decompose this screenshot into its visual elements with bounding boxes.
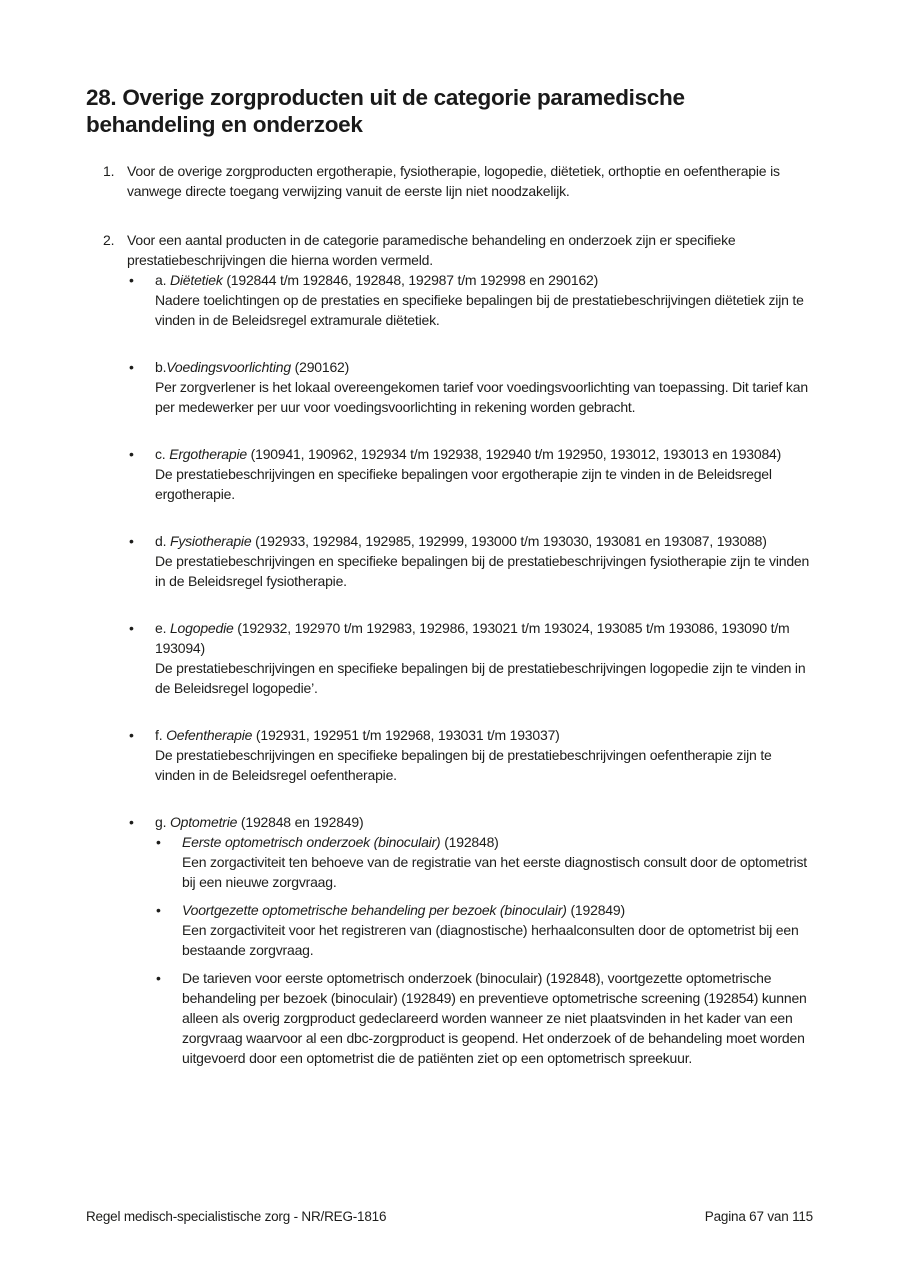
bullet-icon: •: [129, 272, 134, 288]
bullet-prefix: a.: [155, 272, 170, 288]
bullet-item-fysiotherapie: [127, 531, 813, 591]
bullet-name: Fysiotherapie: [169, 533, 252, 549]
sub-bullet-body: Een zorgactiviteit ten behoeve van de registratie van het eerste diagnostisch consult door de optometrist bij een nieuwe zorgvraag.: [182, 854, 807, 890]
bullet-icon: •: [129, 359, 134, 375]
list-item-number: 1.: [103, 163, 115, 179]
bullet-codes: (192931, 192951 t/m 192968, 193031 t/m 193037): [252, 727, 560, 743]
bullet-icon: •: [156, 970, 161, 986]
bullet-icon: •: [129, 533, 134, 549]
footer-page-number: Pagina 67 van 115: [704, 1209, 813, 1224]
bullet-body: De prestatiebeschrijvingen en specifieke bepalingen bij de prestatiebeschrijvingen oefentherapie zijn te vinden in de Beleidsregel oefentherapie.: [155, 747, 772, 783]
sub-bullet-heading: [182, 900, 813, 920]
bullet-codes: (192844 t/m 192846, 192848, 192987 t/m 192998 en 290162): [222, 272, 599, 288]
bullet-heading: [155, 444, 813, 464]
bullet-codes: (290162): [290, 359, 350, 375]
bullet-heading: [155, 618, 813, 658]
bullet-prefix: d.: [155, 533, 170, 549]
bullet-name: Oefentherapie: [166, 727, 253, 743]
bullet-prefix: f.: [155, 727, 167, 743]
bullet-name: Diëtetiek: [169, 272, 223, 288]
bullet-codes: (192933, 192984, 192985, 192999, 193000 t/m 193030, 193081 en 193087, 193088): [251, 533, 767, 549]
sub-bullet-voortgezette-behandeling: [155, 900, 813, 960]
bullet-body: De prestatiebeschrijvingen en specifieke bepalingen bij de prestatiebeschrijvingen logopedie zijn te vinden in de Beleidsregel logopedie’.: [155, 660, 806, 696]
bullet-heading: [155, 812, 813, 832]
numbered-list: [86, 161, 813, 1068]
bullet-name: Ergotherapie: [169, 446, 247, 462]
bullet-item-oefentherapie: [127, 725, 813, 785]
list-item-text: Voor een aantal producten in de categorie paramedische behandeling en onderzoek zijn er specifieke prestatiebeschrijvingen die hierna worden vermeld.: [127, 232, 736, 268]
bullet-body: Per zorgverlener is het lokaal overeengekomen tarief voor voedingsvoorlichting van toepassing. Dit tarief kan per medewerker per uur voor voedingsvoorlichting in rekening worden gebracht.: [155, 379, 808, 415]
sub-bullet-name: Eerste optometrisch onderzoek (binoculair): [182, 834, 441, 850]
page-footer: [86, 1208, 813, 1226]
footer-doc-reference: Regel medisch-specialistische zorg - NR/REG-1816: [86, 1209, 387, 1224]
bullet-prefix: e.: [155, 620, 170, 636]
bullet-icon: •: [156, 834, 161, 850]
bullet-body: De prestatiebeschrijvingen en specifieke bepalingen bij de prestatiebeschrijvingen fysiotherapie zijn te vinden in de Beleidsregel fysiotherapie.: [155, 553, 810, 589]
bullet-icon: •: [129, 446, 134, 462]
sub-bullet-name: Voortgezette optometrische behandeling per bezoek (binoculair): [182, 902, 567, 918]
bullet-item-ergotherapie: [127, 444, 813, 504]
bullet-list: [127, 270, 813, 1068]
bullet-item-logopedie: [127, 618, 813, 698]
bullet-body: De prestatiebeschrijvingen en specifieke bepalingen voor ergotherapie zijn te vinden in de Beleidsregel ergotherapie.: [155, 466, 772, 502]
list-item-2: [86, 230, 813, 1068]
bullet-body: Nadere toelichtingen op de prestaties en specifieke bepalingen bij de prestatiebeschrijvingen diëtetiek zijn te vinden in de Beleidsregel extramurale diëtetiek.: [155, 292, 804, 328]
bullet-item-dietetiek: [127, 270, 813, 330]
sub-bullet-list: [155, 832, 813, 1068]
sub-bullet-tarieven: [155, 968, 813, 1068]
bullet-prefix: b.: [155, 359, 167, 375]
sub-bullet-codes: (192849): [566, 902, 625, 918]
bullet-heading: [155, 725, 813, 745]
bullet-item-optometrie: [127, 812, 813, 1068]
bullet-heading: [155, 270, 813, 290]
sub-bullet-heading: [182, 832, 813, 852]
bullet-codes: (190941, 190962, 192934 t/m 192938, 192940 t/m 192950, 193012, 193013 en 193084): [246, 446, 782, 462]
bullet-icon: •: [129, 620, 134, 636]
bullet-prefix: c.: [155, 446, 170, 462]
bullet-heading: [155, 531, 813, 551]
bullet-icon: •: [129, 814, 134, 830]
list-item-1: [86, 161, 813, 201]
sub-bullet-eerste-optometrisch-onderzoek: [155, 832, 813, 892]
sub-bullet-body: Een zorgactiviteit voor het registreren van (diagnostische) herhaalconsulten door de optometrist bij een bestaande zorgvraag.: [182, 922, 799, 958]
bullet-icon: •: [156, 902, 161, 918]
bullet-name: Voedingsvoorlichting: [166, 359, 291, 375]
bullet-item-voedingsvoorlichting: [127, 357, 813, 417]
bullet-prefix: g.: [155, 814, 170, 830]
page-title-line: 28. Overige zorgproducten uit de categorie paramedische: [86, 85, 685, 110]
bullet-name: Optometrie: [169, 814, 238, 830]
sub-bullet-codes: (192848): [440, 834, 499, 850]
page-title-line: behandeling en onderzoek: [86, 112, 363, 137]
sub-bullet-body: De tarieven voor eerste optometrisch onderzoek (binoculair) (192848), voortgezette optometrische behandeling per bezoek (binoculair) (192849) en preventieve optometrische screening (192854) kunnen alleen als overig zorgproduct gedeclareerd worden wanneer ze niet plaatsvinden in het kader van een zorgvraag waarvoor al een dbc-zorgproduct is geopend. Het onderzoek of de behandeling moet worden uitgevoerd door een optometrist die de patiënten ziet op een optometrisch spreekuur.: [182, 970, 807, 1066]
bullet-heading: [155, 357, 813, 377]
page-title: [86, 84, 813, 138]
bullet-name: Logopedie: [169, 620, 234, 636]
list-item-number: 2.: [103, 232, 115, 248]
bullet-icon: •: [129, 727, 134, 743]
list-item-text: Voor de overige zorgproducten ergotherapie, fysiotherapie, logopedie, diëtetiek, orthoptie en oefentherapie is vanwege directe toegang verwijzing vanuit de eerste lijn niet noodzakelijk.: [127, 163, 780, 199]
bullet-codes: (192848 en 192849): [237, 814, 364, 830]
bullet-codes: (192932, 192970 t/m 192983, 192986, 193021 t/m 193024, 193085 t/m 193086, 193090 t/m 193094): [155, 620, 790, 656]
